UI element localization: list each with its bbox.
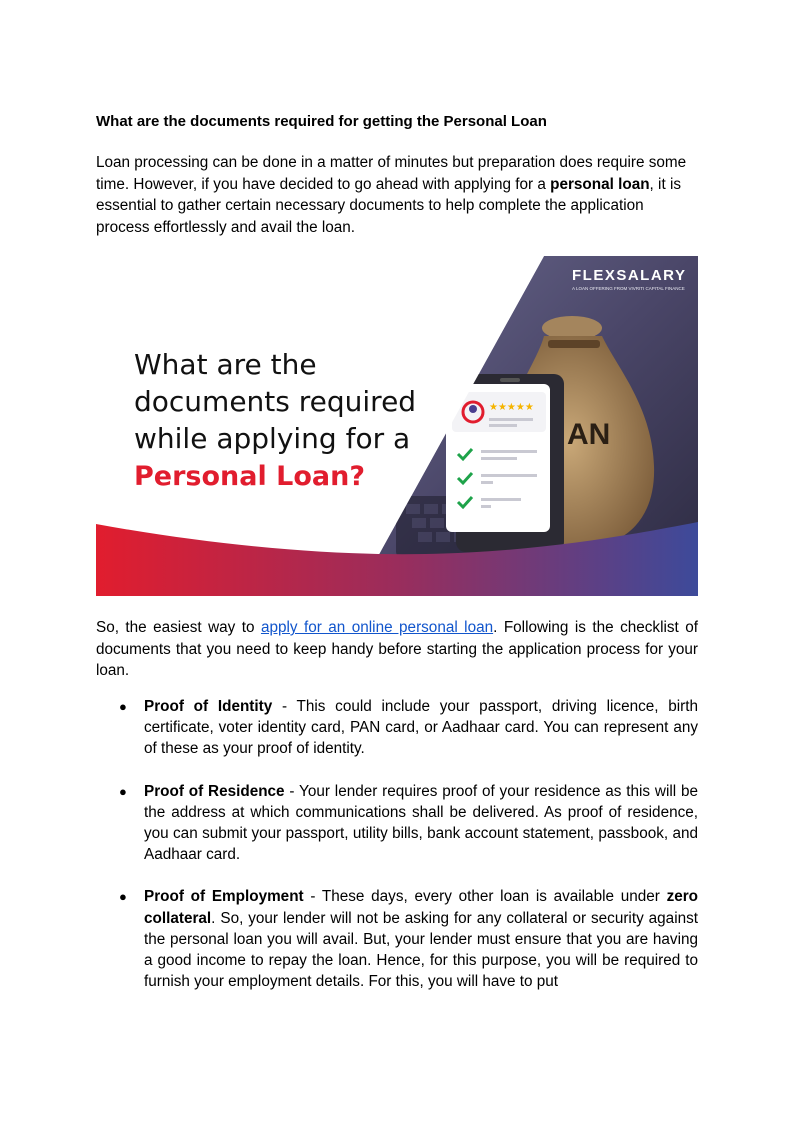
intro-text-end: , it is essential to gather certain necessary documents to help complete the application process effortlessly and avail the loan.: [96, 175, 681, 236]
list-item-residence: [96, 781, 698, 866]
banner-graphic: [96, 256, 698, 596]
item-bold-term: zero collateral: [144, 888, 699, 927]
brand-logo: FLEXSALARY: [572, 267, 687, 284]
intro-paragraph: [96, 152, 698, 238]
page-title: What are the documents required for getting the Personal Loan: [96, 113, 547, 130]
checklist-intro-paragraph: [96, 617, 698, 682]
bullet-icon: ●: [119, 889, 127, 905]
banner-image: [96, 256, 698, 596]
list-item-employment: [96, 886, 698, 992]
item-title: Proof of Employment: [144, 888, 304, 906]
apply-online-loan-link[interactable]: apply for an online personal loan: [260, 619, 494, 636]
banner-line-3: while applying for a: [134, 422, 411, 455]
item-text: - This could include your passport, driving licence, birth certificate, voter identity card, PAN card, or Aadhaar card. You can represent any of these as your proof of identity.: [144, 698, 698, 758]
brand-tagline: A LOAN OFFERING FROM VIVRITI CAPITAL FINANCE: [572, 286, 685, 291]
para2-text-start: So, the easiest way to: [96, 619, 261, 636]
para2-text-end: . Following is the checklist of documents that you need to keep handy before starting the application process for your loan.: [96, 619, 698, 679]
bullet-icon: ●: [119, 699, 127, 714]
item-text-end: . So, your lender will not be asking for any collateral or security against the personal loan you will avail. But, your lender must ensure that you are having a good income to repay the loan. Hence, for this purpose, you will be required to furnish your employment details. For this, you will have to put: [144, 909, 698, 991]
item-text: - Your lender requires proof of your residence as this will be the address at which communications shall be delivered. As proof of residence, you can submit your passport, utility bills, bank account statement, passbook, and Aadhaar card.: [144, 782, 699, 864]
item-title: Proof of Identity: [144, 698, 273, 715]
item-title: Proof of Residence: [144, 782, 285, 800]
banner-line-1: What are the: [134, 348, 317, 381]
list-item-identity: [96, 696, 698, 760]
banner-line-4: Personal Loan?: [134, 461, 365, 492]
intro-bold-term: personal loan: [550, 175, 650, 193]
bag-label: AN: [567, 418, 611, 451]
intro-text-start: Loan processing can be done in a matter of minutes but preparation does require some time. However, if you have decided to go ahead with applying for a: [96, 154, 687, 193]
documents-checklist: [96, 696, 698, 1013]
banner-line-2: documents required: [134, 385, 417, 418]
bullet-icon: ●: [119, 783, 127, 799]
rating-stars-icon: ★★★★★: [489, 402, 534, 413]
item-text: - These days, every other loan is available under: [303, 888, 667, 906]
